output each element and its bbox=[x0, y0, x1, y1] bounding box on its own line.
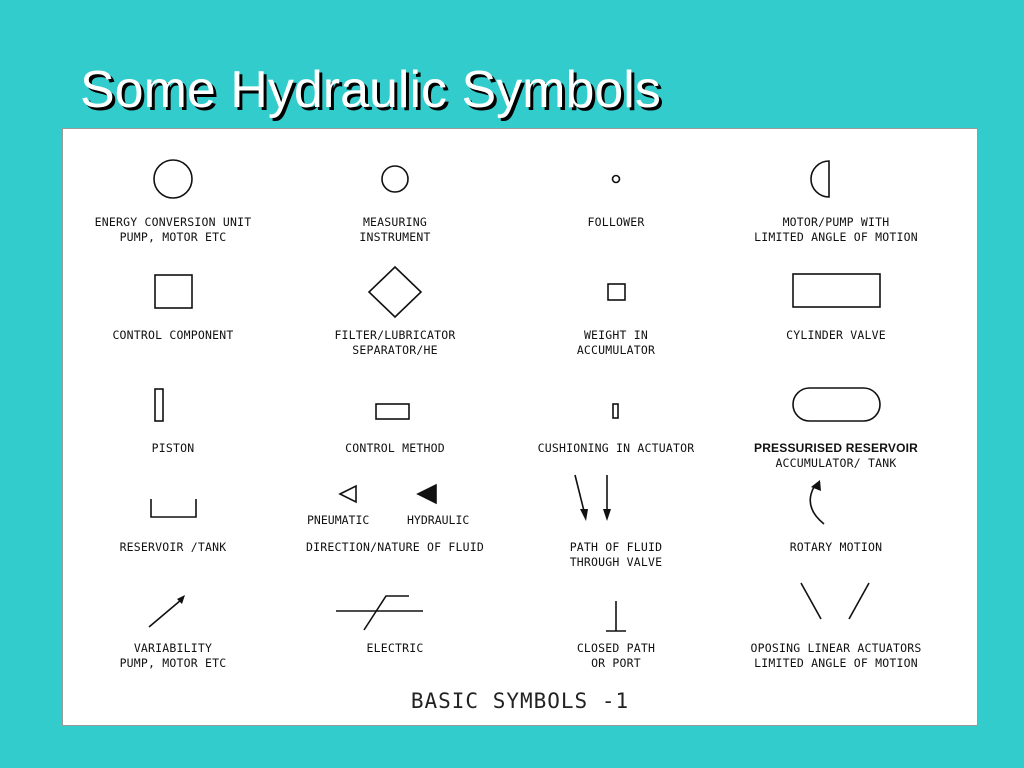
square-icon bbox=[155, 275, 192, 308]
label-variability: VARIABILITY PUMP, MOTOR ETC bbox=[119, 641, 227, 670]
narrow-rectangle-icon bbox=[613, 404, 618, 418]
rotary-arrow-icon bbox=[810, 480, 824, 524]
tall-rectangle-icon bbox=[155, 389, 163, 421]
label-cushioning-in-actuator: CUSHIONING IN ACTUATOR bbox=[537, 441, 695, 455]
label-closed-path: CLOSED PATH OR PORT bbox=[576, 641, 656, 670]
label-control-method: CONTROL METHOD bbox=[345, 441, 445, 455]
symbols-panel bbox=[62, 128, 978, 726]
pneumatic-sublabel: PNEUMATIC bbox=[307, 513, 370, 527]
closed-path-icon bbox=[606, 601, 626, 631]
label-control-component: CONTROL COMPONENT bbox=[112, 328, 234, 342]
label-filter-lubricator: FILTER/LUBRICATOR SEPARATOR/HE bbox=[334, 328, 456, 357]
label-piston: PISTON bbox=[151, 441, 195, 455]
open-tank-icon bbox=[151, 499, 196, 517]
label-weight-in-accumulator: WEIGHT IN ACCUMULATOR bbox=[576, 328, 656, 357]
label-measuring-instrument: MEASURING INSTRUMENT bbox=[359, 215, 431, 244]
slide-title: Some Hydraulic Symbols bbox=[80, 61, 661, 119]
half-circle-icon bbox=[811, 161, 829, 197]
direction-triangles-icon bbox=[340, 485, 436, 503]
large-circle-icon bbox=[154, 160, 192, 198]
flow-arrows-icon bbox=[575, 475, 611, 521]
label-opposing-linear-actuators: OPOSING LINEAR ACTUATORS LIMITED ANGLE OF MOTION bbox=[750, 641, 922, 670]
label-pressurised-reservoir: PRESSURISED RESERVOIR ACCUMULATOR/ TANK bbox=[753, 441, 919, 470]
small-circle-icon bbox=[613, 176, 620, 183]
label-energy-conversion-unit: ENERGY CONVERSION UNIT PUMP, MOTOR ETC bbox=[94, 215, 252, 244]
label-path-of-fluid: PATH OF FLUID THROUGH VALVE bbox=[569, 540, 663, 569]
wide-rectangle-icon bbox=[793, 274, 880, 307]
basic-symbols-caption: BASIC SYMBOLS -1 bbox=[410, 689, 630, 713]
medium-circle-icon bbox=[382, 166, 408, 192]
label-motor-pump-limited-angle: MOTOR/PUMP WITH LIMITED ANGLE OF MOTION bbox=[754, 215, 918, 244]
small-square-icon bbox=[608, 284, 625, 300]
label-rotary-motion: ROTARY MOTION bbox=[789, 540, 883, 554]
label-direction-nature-of-fluid: DIRECTION/NATURE OF FLUID bbox=[305, 540, 485, 554]
opposing-lines-icon bbox=[801, 583, 869, 619]
label-electric: ELECTRIC bbox=[366, 641, 424, 655]
hydraulic-sublabel: HYDRAULIC bbox=[407, 513, 470, 527]
small-rectangle-icon bbox=[376, 404, 409, 419]
label-follower: FOLLOWER bbox=[587, 215, 645, 229]
label-reservoir-tank: RESERVOIR /TANK bbox=[119, 540, 227, 554]
rounded-capsule-icon bbox=[793, 388, 880, 421]
electric-zigzag-icon bbox=[336, 596, 423, 630]
label-cylinder-valve: CYLINDER VALVE bbox=[786, 328, 886, 342]
diamond-icon bbox=[369, 267, 421, 317]
diagonal-arrow-icon bbox=[149, 595, 185, 627]
